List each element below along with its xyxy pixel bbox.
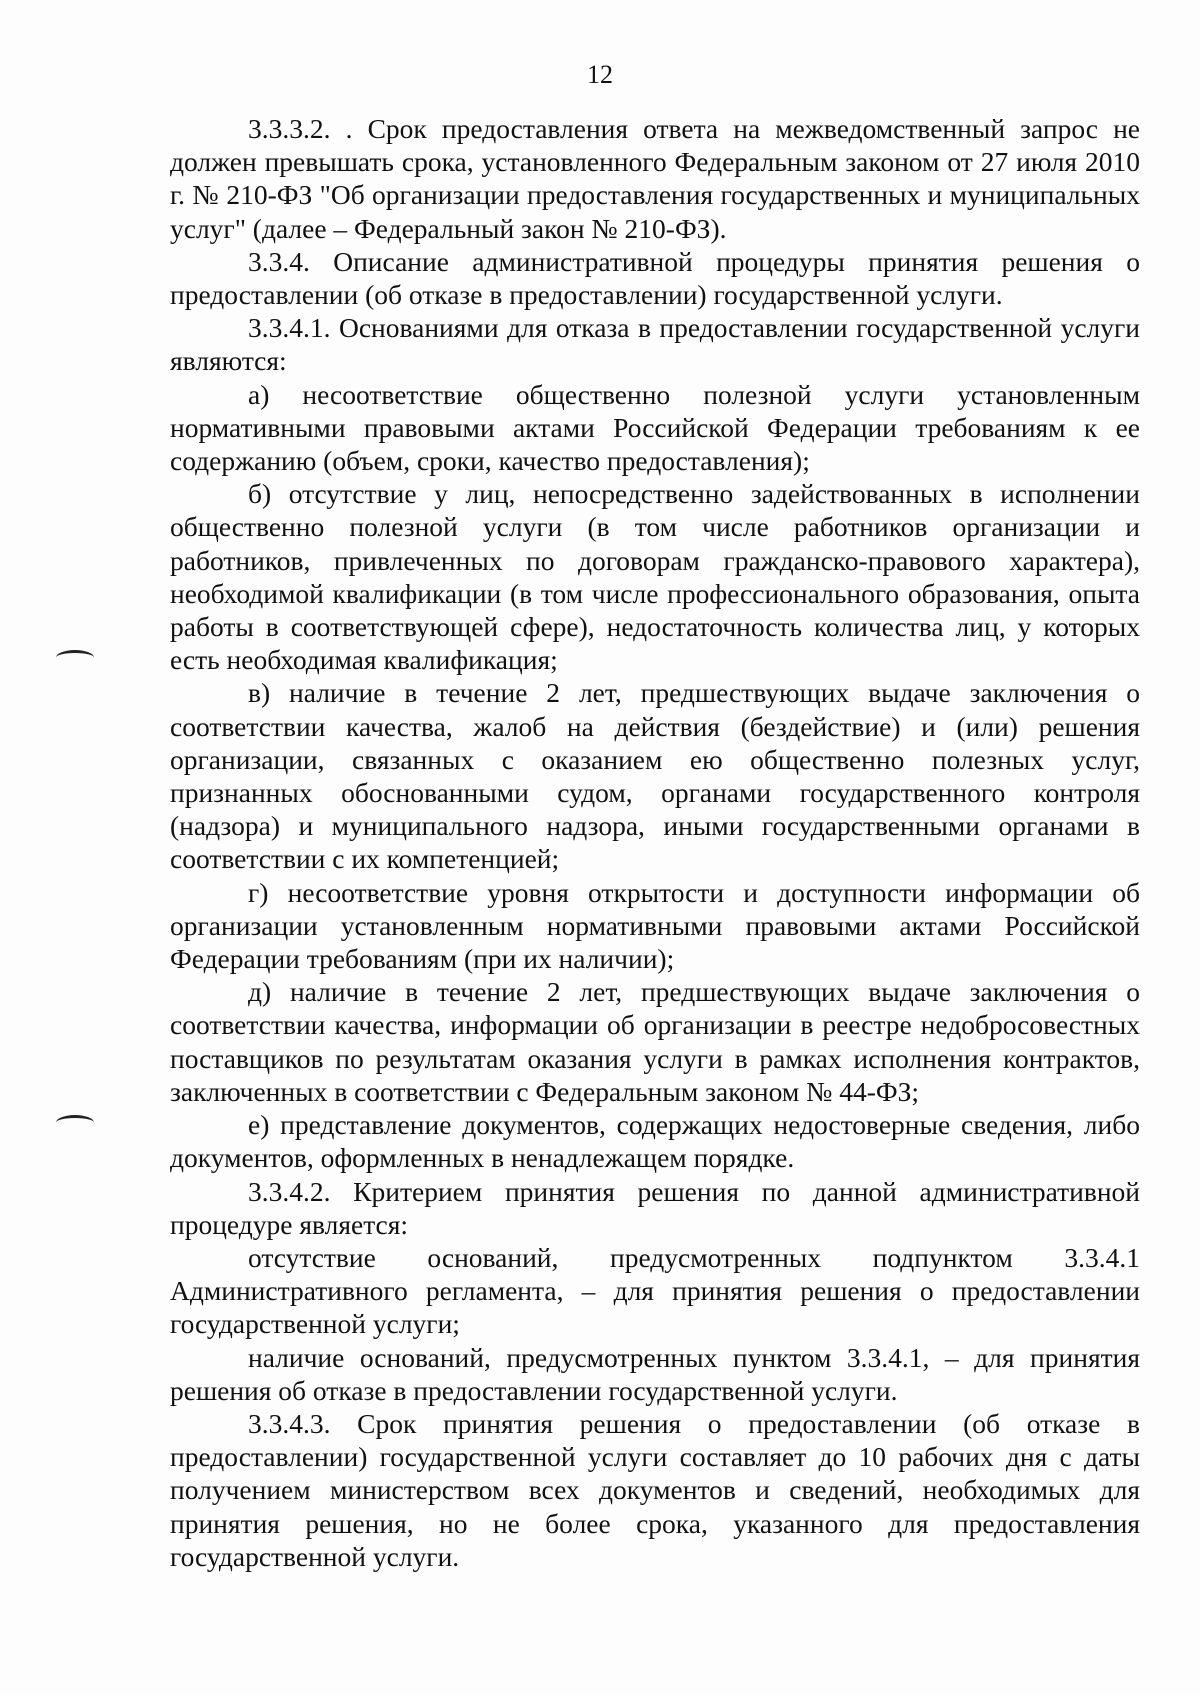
document-body (170, 112, 1140, 1573)
page-number: 12 (587, 60, 613, 89)
paragraph-3-3-4-2: 3.3.4.2. Критерием принятия решения по данной административной процедуре является: (170, 1175, 1140, 1240)
paragraph-3-3-3-2: 3.3.3.2. . Срок предоставления ответа на межведомственный запрос не должен превышать срока, установленного Федеральным законом от 27 июля 2010 г. № 210-ФЗ "Об организации предоставления государственных и муниципальных услуг" (далее – Федеральный закон № 210-ФЗ). (170, 113, 1140, 244)
list-item-e: е) представление документов, содержащих недостоверные сведения, либо документов, оформленных в ненадлежащем порядке. (170, 1109, 1140, 1174)
criterion-absence: отсутствие оснований, предусмотренных подпунктом 3.3.4.1 Административного регламента, – для принятия решения о предоставлении государственной услуги; (170, 1241, 1140, 1340)
criterion-presence: наличие оснований, предусмотренных пунктом 3.3.4.1, – для принятия решения об отказе в предоставлении государственной услуги. (170, 1341, 1140, 1406)
list-item-v: в) наличие в течение 2 лет, предшествующих выдаче заключения о соответствии качества, жалоб на действия (бездействие) и (или) решения организации, связанных с оказанием ею общественно полезных услуг, признанных обоснованными судом, органами государственного контроля (надзора) и муниципального надзора, иными государственными органами в соответствии с их компетенцией; (170, 677, 1140, 875)
list-item-a: а) несоответствие общественно полезной услуги установленным нормативными правовыми актами Российской Федерации требованиям к ее содержанию (объем, сроки, качество предоставления); (170, 378, 1140, 477)
margin-pen-mark (56, 650, 94, 665)
paragraph-3-3-4-3: 3.3.4.3. Срок принятия решения о предоставлении (об отказе в предоставлении) государственной услуги составляет до 10 рабочих дня с даты получением министерством всех документов и сведений, необходимых для принятия решения, но не более срока, указанного для предоставления государственной услуги. (170, 1407, 1140, 1572)
margin-pen-mark (56, 1115, 94, 1130)
paragraph-3-3-4-1: 3.3.4.1. Основаниями для отказа в предоставлении государственной услуги являются: (170, 312, 1140, 377)
paragraph-3-3-4: 3.3.4. Описание административной процедуры принятия решения о предоставлении (об отказе в предоставлении) государственной услуги. (170, 245, 1140, 311)
list-item-d: д) наличие в течение 2 лет, предшествующих выдаче заключения о соответствии качества, информации об организации в реестре недобросовестных поставщиков по результатам оказания услуги в рамках исполнения контрактов, заключенных в соответствии с Федеральным законом № 44-ФЗ; (170, 976, 1140, 1107)
list-item-g: г) несоответствие уровня открытости и доступности информации об организации установленным нормативными правовыми актами Российской Федерации требованиям (при их наличии); (170, 876, 1140, 975)
list-item-b: б) отсутствие у лиц, непосредственно задействованных в исполнении общественно полезной услуги (в том числе работников организации и работников, привлеченных по договорам гражданско-правового характера), необходимой квалификации (в том числе профессионального образования, опыта работы в соответствующей сфере), недостаточность количества лиц, у которых есть необходимая квалификация; (170, 478, 1140, 676)
